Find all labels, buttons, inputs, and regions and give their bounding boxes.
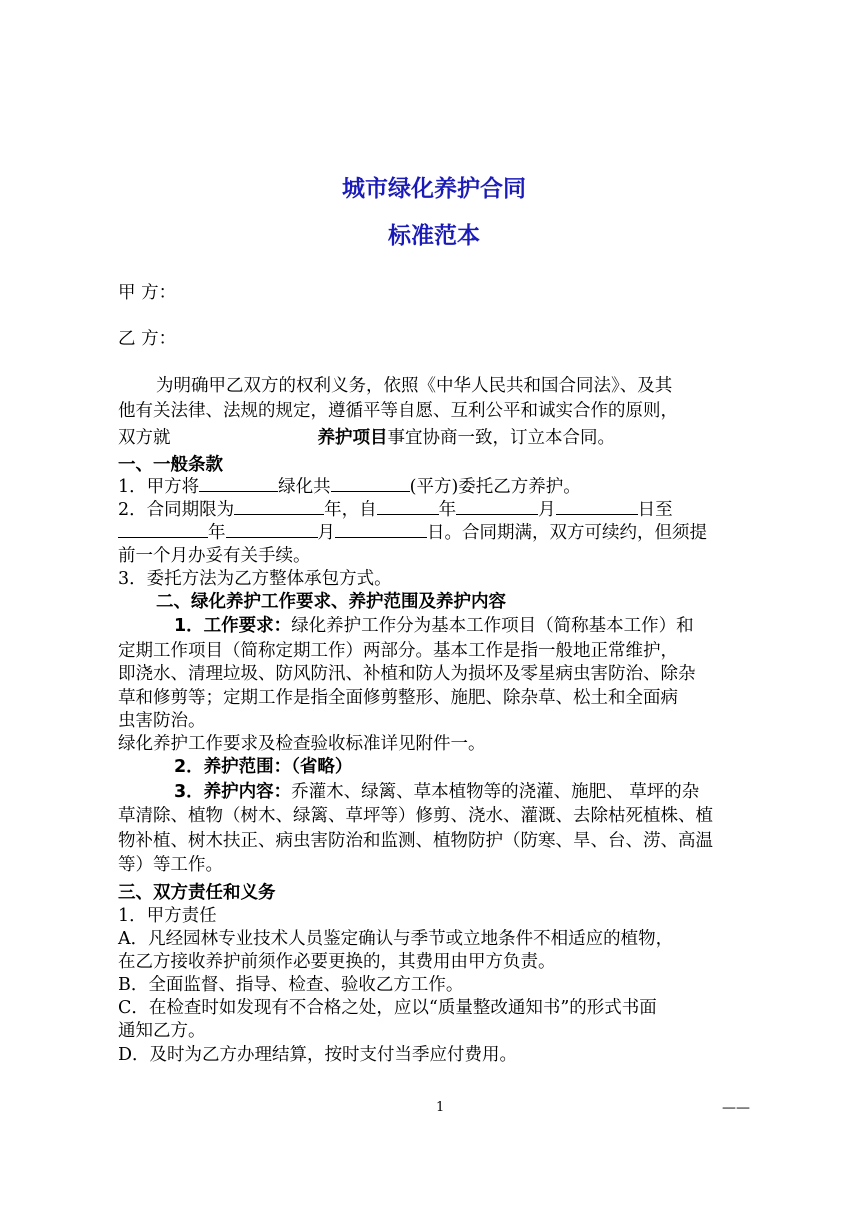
maintenance-content-label: 3．养护内容： — [174, 782, 292, 802]
duty-a-line-1: A．凡经园林专业技术人员鉴定确认与季节或立地条件不相适应的植物， — [118, 929, 674, 949]
clause-1-1: 1．甲方将 绿化共 (平方)委托乙方养护。 — [118, 477, 581, 497]
work-requirements-line-4: 草和修剪等；定期工作是指全面修剪整形、施肥、除杂草、松土和全面病 — [118, 688, 678, 708]
intro-line-3-suffix: 事宜协商一致，订立本合同。 — [387, 428, 615, 448]
party-b-label: 乙 方： — [118, 329, 177, 349]
party-a-duties-heading: 1．甲方责任 — [118, 906, 217, 926]
maintenance-content-line-2: 草清除、植物（树木、绿篱、草坪等）修剪、浇水、灌溉、去除枯死植株、植 — [118, 806, 713, 826]
work-requirements-label: 1．工作要求： — [174, 616, 292, 636]
intro-line-1: 为明确甲乙双方的权利义务，依照《中华人民共和国合同法》、及其 — [156, 376, 673, 396]
intro-line-3 — [118, 424, 615, 449]
duty-d: D．及时为乙方办理结算，按时支付当季应付费用。 — [118, 1045, 518, 1065]
clause-1-3: 3．委托方法为乙方整体承包方式。 — [118, 569, 392, 589]
work-requirements-line-6: 绿化养护工作要求及检查验收标准详见附件一。 — [118, 734, 486, 754]
maintenance-scope: 2．养护范围：（省略） — [174, 757, 353, 777]
intro-line-3-prefix: 双方就 — [118, 428, 171, 448]
project-name-label: 养护项目 — [317, 428, 388, 448]
duty-a-line-2: 在乙方接收养护前须作必要更换的，其费用由甲方负责。 — [118, 952, 556, 972]
section-1-heading: 一、一般条款 — [118, 455, 223, 475]
footer-dash: —— — [722, 1100, 750, 1116]
clause-1-2-line-1: 2．合同期限为 年，自 年 月 日至 — [118, 500, 673, 520]
maintenance-content-line-3: 物补植、树木扶正、病虫害防治和监测、植物防护（防寒、旱、台、涝、高温 — [118, 831, 713, 851]
document-title: 城市绿化养护合同 — [342, 176, 526, 202]
section-3-heading: 三、双方责任和义务 — [118, 883, 276, 903]
intro-line-2: 他有关法律、法规的规定，遵循平等自愿、互利公平和诚实合作的原则， — [118, 401, 678, 421]
duty-c-line-1: C．在检查时如发现有不合格之处，应以“质量整改通知书”的形式书面 — [118, 998, 657, 1018]
work-requirements-line-5: 虫害防治。 — [118, 711, 206, 731]
duty-c-line-2: 通知乙方。 — [118, 1021, 206, 1041]
duty-b: B．全面监督、指导、检查、验收乙方工作。 — [118, 975, 464, 995]
maintenance-content-line-4: 等）等工作。 — [118, 855, 223, 875]
document-subtitle: 标准范本 — [388, 223, 480, 249]
work-requirements-line-2: 定期工作项目（简称定期工作）两部分。基本工作是指一般地正常维护， — [118, 641, 678, 661]
page-number: 1 — [436, 1100, 445, 1115]
maintenance-content-line-1: 3．养护内容：乔灌木、绿篱、草本植物等的浇灌、施肥、 草坪的杂 — [174, 782, 700, 802]
section-2-heading: 二、绿化养护工作要求、养护范围及养护内容 — [156, 592, 506, 612]
work-requirements-line-1: 1．工作要求：绿化养护工作分为基本工作项目（简称基本工作）和 — [174, 616, 694, 636]
clause-1-2-line-3: 前一个月办妥有关手续。 — [118, 546, 311, 566]
party-a-label: 甲 方： — [118, 283, 177, 303]
clause-1-2-line-2: 年 月 日。合同期满，双方可续约，但须提 — [118, 519, 707, 544]
work-requirements-line-3: 即浇水、清理垃圾、防风防汛、补植和防人为损坏及零星病虫害防治、除杂 — [118, 664, 696, 684]
